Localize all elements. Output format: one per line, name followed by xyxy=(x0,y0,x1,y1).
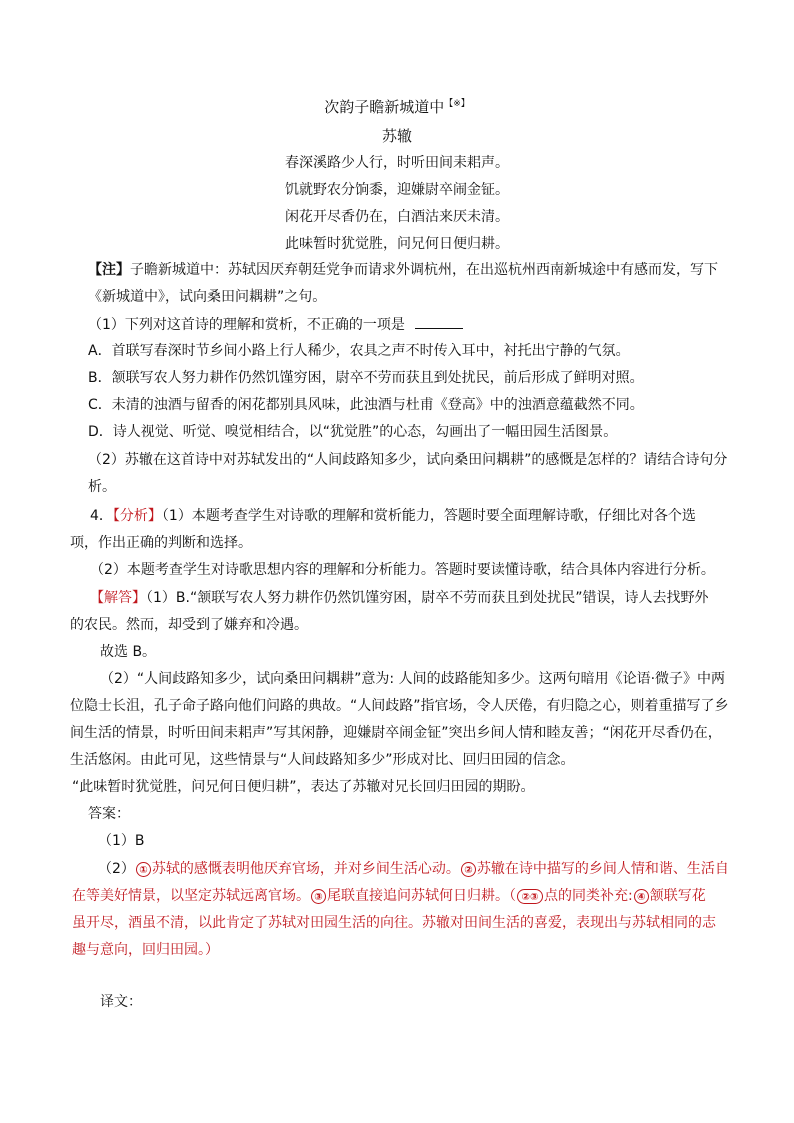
answer-2-seg-3: 尾联直接追问苏轼何日归耕。（ xyxy=(327,888,516,904)
answer-2-line-2 xyxy=(72,886,706,906)
answer-2-seg-2: 苏辙在诗中描写的乡间人情和谐、生活自 xyxy=(476,861,729,877)
q2-line-1: （2）苏辙在这首诗中对苏轼发出的“人间歧路知多少，试向桑田问耦耕”的感慨是怎样的？请结合诗句分 xyxy=(88,452,728,468)
answer-label: 答案： xyxy=(88,806,130,822)
circled-1-marker: ① xyxy=(136,862,151,877)
poem-title: 次韵子瞻新城道中 xyxy=(324,98,445,116)
answer-1: （1）B xyxy=(98,833,145,849)
answer-2-seg-4: 点的同类补充: xyxy=(544,888,633,904)
answer-2-line-3: 虽开尽，酒虽不清，以此肯定了苏轼对田园生活的向往。苏辙对田间生活的喜爱，表现出与苏轼相同的志 xyxy=(72,915,716,931)
answer-2-prefix: （2） xyxy=(98,861,135,877)
note-text-1: 子瞻新城道中：苏轼因厌弃朝廷党争而请求外调杭州，在出巡杭州西南新城途中有感而发，写下 xyxy=(130,262,718,278)
solution-p2-line-2: 位隐士长沮，孔子命子路向他们问路的典故。“人间歧路”指官场，令人厌倦，有归隐之心，则着重描写了乡 xyxy=(70,698,729,714)
answer-2-seg-1: 苏轼的感慨表明他厌弃官场，并对乡间生活心动。 xyxy=(151,861,460,877)
q1-stem-line xyxy=(88,314,463,335)
q1-option-b: B．颔联写农人努力耕作仍然饥馑穷困，尉卒不劳而获且到处扰民，前后形成了鲜明对照。 xyxy=(88,370,644,386)
poem-line-3: 闲花开尽香仍在，白酒沽来厌未清。 xyxy=(285,209,509,225)
solution-text-1: （1）B.“颔联写农人努力耕作仍然饥馑穷困，尉卒不劳而获且到处扰民”错误，诗人去找野外 xyxy=(146,590,709,606)
analysis-line-1 xyxy=(90,506,696,526)
solution-line-2: 的农民。然而，却受到了嫌弃和冷遇。 xyxy=(70,617,308,633)
answer-blank[interactable] xyxy=(415,314,463,329)
answer-2-line-2a: 在等美好情景，以坚定苏轼远离官场。 xyxy=(72,888,310,904)
analysis-line-2: 项，作出正确的判断和选择。 xyxy=(70,535,252,551)
circled-23-marker: ②③ xyxy=(517,889,543,904)
analysis-line-3: （2）本题考查学生对诗歌思想内容的理解和分析能力。答题时要读懂诗歌，结合具体内容进行分析。 xyxy=(90,562,715,578)
q1-stem: （1）下列对这首诗的理解和赏析，不正确的一项是 xyxy=(88,317,405,333)
q1-option-a: A．首联写春深时节乡间小路上行人稀少，农具之声不时传入耳中，衬托出宁静的气氛。 xyxy=(88,343,630,359)
circled-4-marker: ④ xyxy=(634,889,649,904)
poem-line-4: 此味暂时犹觉胜，问兄何日便归耕。 xyxy=(285,236,509,252)
analysis-text-1: （1）本题考查学生对诗歌的理解和赏析能力，答题时要全面理解诗歌，仔细比对各个选 xyxy=(161,508,696,524)
question-number: 4． xyxy=(90,508,113,524)
solution-p2-line-3: 间生活的情景，时听田间耒耜声”写其闲静，迎嫌尉卒闹金钲”突出乡间人情和睦友善；“闲花开尽香仍在， xyxy=(70,725,722,741)
circled-3-marker: ③ xyxy=(311,889,326,904)
poem-line-1: 春深溪路少人行，时听田间耒耜声。 xyxy=(285,155,509,171)
note-label: 【注】 xyxy=(88,262,130,278)
q1-option-d: D．诗人视觉、听觉、嗅觉相结合，以“犹觉胜”的心态，勾画出了一幅田园生活图景。 xyxy=(88,424,618,440)
note-line-2: 《新城道中》，试向桑田问耦耕”之句。 xyxy=(88,289,327,305)
translation-label: 译文： xyxy=(100,994,142,1010)
solution-p3: “此味暂时犹觉胜，问兄何日便归耕”，表达了苏辙对兄长回归田园的期盼。 xyxy=(72,779,535,795)
solution-line-1 xyxy=(90,588,708,608)
solution-label: 【解答】 xyxy=(90,590,146,606)
solution-p2-line-4: 生活悠闲。由此可见，这些情景与“人间歧路知多少”形成对比、回归田园的信念。 xyxy=(70,752,575,768)
poem-title-note: 【※】 xyxy=(444,99,470,109)
answer-2-seg-5: 颔联写花 xyxy=(649,888,706,904)
answer-2-line-4: 趣与意向，回归田园。） xyxy=(72,942,219,958)
poem-author: 苏辙 xyxy=(381,127,412,145)
q1-option-c: C．未清的浊酒与留香的闲花都别具风味，此浊酒与杜甫《登高》中的浊酒意蕴截然不同。 xyxy=(88,397,644,413)
solution-p2-line-1: （2）“人间歧路知多少，试向桑田问耦耕”意为: 人间的歧路能知多少。这两句暗用《论语·微子》中两 xyxy=(100,671,726,687)
q2-line-2: 析。 xyxy=(88,479,116,495)
solution-line-3: 故选 B。 xyxy=(100,644,157,660)
note-line-1 xyxy=(88,260,718,280)
answer-2-line-1 xyxy=(98,859,729,879)
poem-line-2: 饥就野农分饷黍，迎嫌尉卒闹金钲。 xyxy=(285,182,509,198)
poem-title-line xyxy=(0,96,794,117)
circled-2-marker: ② xyxy=(461,862,476,877)
analysis-label: 【分析】 xyxy=(112,508,162,524)
